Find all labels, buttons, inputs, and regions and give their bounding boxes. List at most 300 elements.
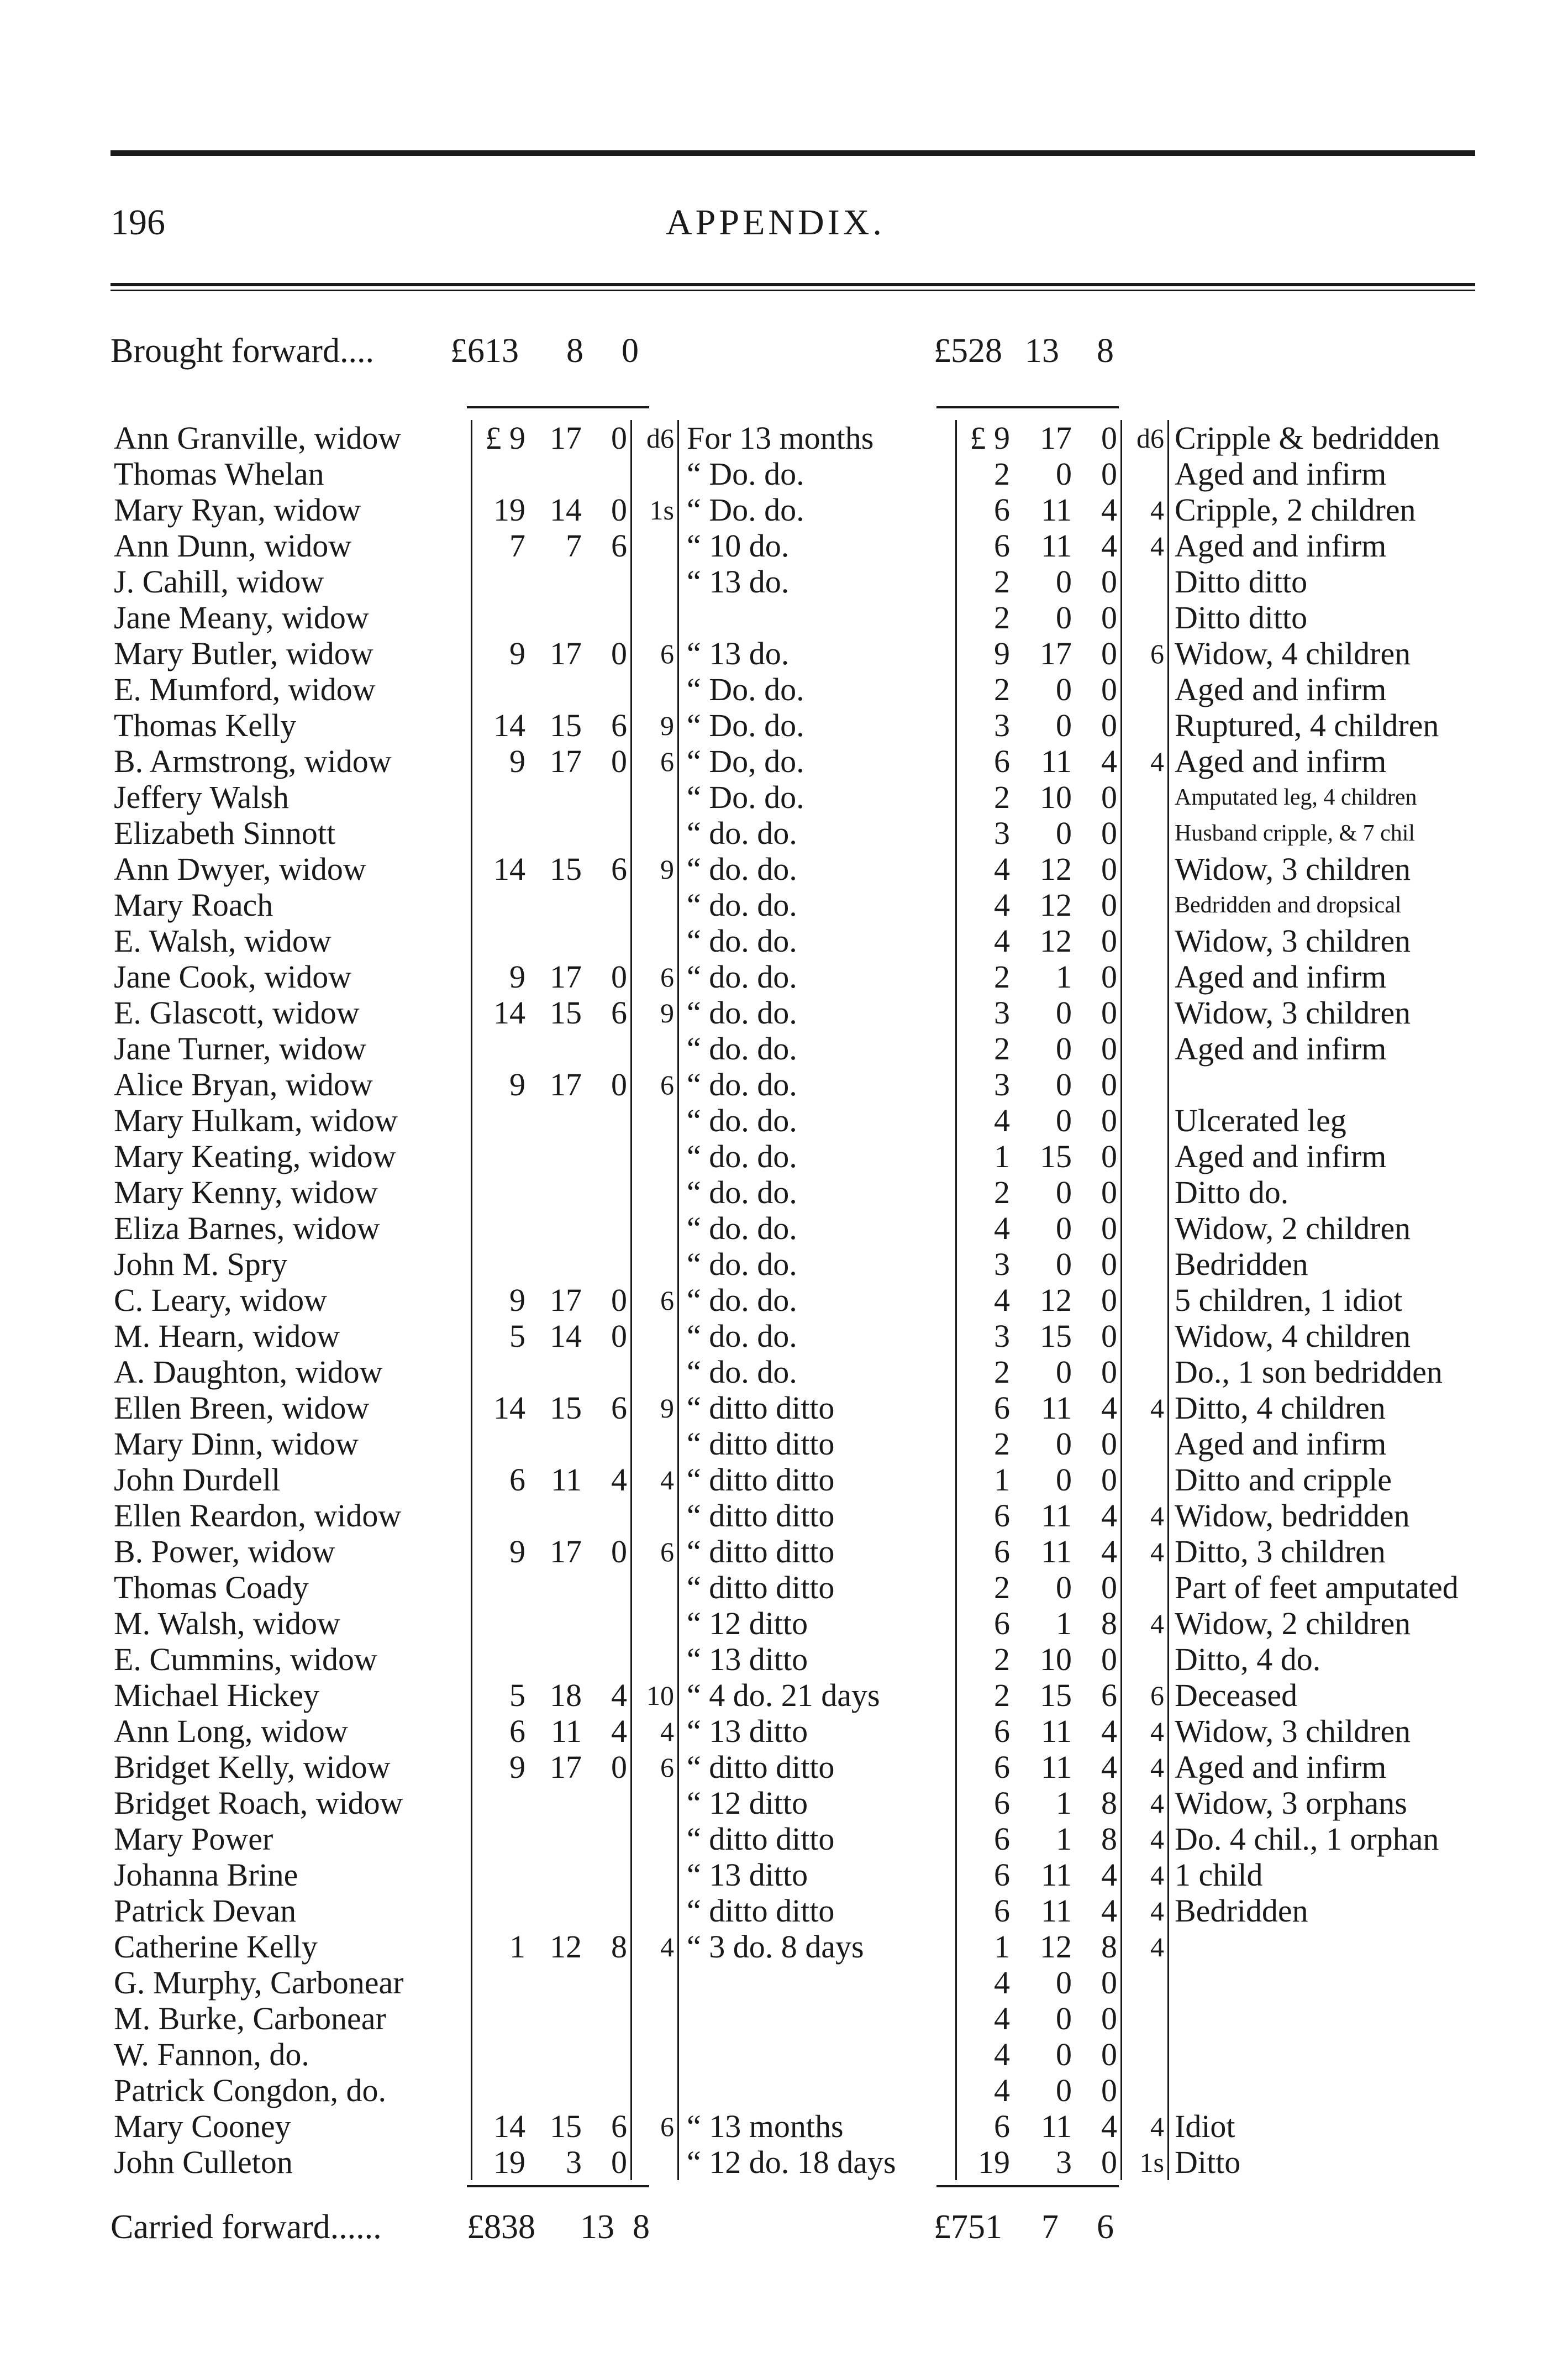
table-row [111,1174,1565,1210]
second-account-pounds: 4 [956,1102,1014,1138]
table-bottom-line-2 [936,2185,1119,2187]
first-account-pounds [472,1498,529,1534]
first-account-shillings [529,1174,585,1210]
condition-note: Aged and infirm [1169,1749,1565,1785]
first-account-pounds [472,1031,529,1067]
first-account-fraction [632,1174,678,1210]
first-account-pounds: 5 [472,1318,529,1354]
second-account-shillings: 1 [1056,1784,1072,1821]
first-account-fraction: 9 [632,707,678,743]
second-account-fraction [1122,887,1169,923]
table-row [111,1641,1565,1677]
relief-period [678,600,956,636]
relief-period: “ do. do. [678,1210,956,1246]
person-name: Mary Butler, widow [114,635,373,671]
brought-forward-col1-pence: 0 [622,332,639,370]
first-account-fraction [632,1641,678,1677]
person-name: Elizabeth Sinnott [114,815,336,851]
second-account-fraction [1122,1138,1169,1174]
relief-period: “ ditto ditto [678,1749,956,1785]
first-account-fraction: 4 [632,1929,678,1965]
first-account-shillings [529,456,585,492]
first-account-pounds: 1 [472,1929,529,1965]
condition-note: Widow, 4 children [1169,636,1565,671]
second-account-fraction: 4 [1122,528,1169,564]
second-account-pence: 0 [1101,2144,1117,2180]
first-account-pence: 0 [611,1533,627,1569]
first-account-shillings [529,1605,585,1641]
condition-note: Widow, 2 children [1169,1210,1565,1246]
first-account-pounds [472,671,529,707]
relief-period: “ do. do. [678,1067,956,1102]
relief-period: “ do. do. [678,959,956,995]
second-account-pence: 0 [1101,419,1117,456]
first-account-shillings [529,1569,585,1605]
first-account-pence: 6 [611,527,627,564]
second-account-pounds: 6 [956,1498,1014,1534]
table-row [111,923,1565,959]
second-account-shillings: 1 [1056,1820,1072,1857]
table-row [111,2036,1565,2072]
second-account-pence: 0 [1101,922,1117,959]
table-row [111,420,1565,456]
second-account-shillings: 0 [1056,1461,1072,1498]
relief-period: “ ditto ditto [678,1426,956,1462]
first-account-pence [585,923,632,959]
second-account-pounds: 2 [956,456,1014,492]
table-row [111,2108,1565,2144]
second-account-shillings: 0 [1056,1353,1072,1390]
person-name: Mary Roach [114,886,273,923]
relief-period: “ do. do. [678,923,956,959]
table-row [111,1857,1565,1893]
first-account-fraction: 1s [632,492,678,528]
second-account-fraction: 4 [1122,1857,1169,1893]
carried-forward-col2-pence: 6 [1097,2208,1114,2246]
first-account-shillings: 18 [550,1677,582,1713]
condition-note: Ditto ditto [1169,564,1565,600]
condition-note: Do., 1 son bedridden [1169,1354,1565,1390]
first-account-pounds: 9 [472,1282,529,1318]
first-account-pence: 6 [611,707,627,743]
table-row [111,1893,1565,1929]
table-row [111,1210,1565,1246]
first-account-fraction [632,1569,678,1605]
first-account-shillings: 17 [550,1749,582,1785]
person-name: Mary Hulkam, widow [114,1102,398,1138]
first-account-shillings [529,1641,585,1677]
relief-period [678,2036,956,2072]
person-name: Thomas Kelly [114,707,297,743]
relief-period: “ Do. do. [678,456,956,492]
first-account-pounds [472,1965,529,2001]
second-account-shillings: 11 [1041,2108,1072,2144]
second-account-fraction [1122,1067,1169,1102]
table-row [111,1246,1565,1282]
second-account-pounds: 4 [956,1965,1014,2001]
first-account-pounds [472,1569,529,1605]
second-account-shillings: 12 [1040,1928,1072,1965]
first-account-shillings [529,1138,585,1174]
first-account-fraction [632,456,678,492]
person-name: Mary Keating, widow [114,1138,396,1174]
person-name: John Culleton [114,2144,293,2180]
condition-note: Aged and infirm [1169,1138,1565,1174]
second-account-pounds: 2 [956,1569,1014,1605]
first-account-pence [585,1569,632,1605]
first-account-pence: 6 [611,851,627,887]
person-name: Mary Ryan, widow [114,491,361,528]
second-account-pounds: 6 [956,2108,1014,2144]
second-account-pounds: 3 [956,995,1014,1031]
first-account-shillings: 17 [550,743,582,779]
second-account-pence: 0 [1101,1569,1117,1605]
first-account-pence: 0 [611,635,627,671]
relief-period: “ Do. do. [678,492,956,528]
condition-note: Aged and infirm [1169,456,1565,492]
second-account-pounds: 3 [956,815,1014,851]
first-account-shillings: 7 [566,527,582,564]
brought-forward-label: Brought forward.... [111,332,374,370]
second-account-pence: 4 [1101,527,1117,564]
table-row [111,1713,1565,1749]
second-account-pounds: 6 [956,1713,1014,1749]
first-account-fraction [632,1498,678,1534]
brought-forward-col2-shillings: 13 [1025,332,1059,370]
second-account-fraction: 4 [1122,1749,1169,1785]
person-name: Patrick Devan [114,1892,297,1929]
first-account-pounds [472,1210,529,1246]
relief-period: “ 13 ditto [678,1857,956,1893]
person-name: John M. Spry [114,1246,288,1282]
first-account-pounds [472,923,529,959]
first-account-fraction: 10 [632,1677,678,1713]
person-name: Patrick Congdon, do. [114,2072,386,2108]
table-row [111,1282,1565,1318]
first-account-shillings [529,1210,585,1246]
first-account-pence: 4 [611,1461,627,1498]
condition-note: Aged and infirm [1169,743,1565,779]
second-account-fraction: 4 [1122,1498,1169,1534]
second-account-pence: 8 [1101,1928,1117,1965]
condition-note: Ditto and cripple [1169,1462,1565,1498]
second-account-fraction [1122,456,1169,492]
second-account-pounds: 4 [956,2072,1014,2108]
first-account-fraction: 6 [632,636,678,671]
running-head: APPENDIX. [666,202,885,243]
second-account-pence: 0 [1101,1138,1117,1174]
table-row [111,1102,1565,1138]
second-account-fraction: 4 [1122,1390,1169,1426]
table-row [111,456,1565,492]
second-account-shillings: 0 [1056,2072,1072,2108]
first-account-pence [585,671,632,707]
first-account-pence: 8 [611,1928,627,1965]
table-row [111,492,1565,528]
table-bottom-line-1 [467,2185,649,2187]
first-account-shillings: 14 [550,1317,582,1354]
first-account-shillings [529,2072,585,2108]
first-account-pounds: 9 [472,636,529,671]
first-account-pounds: 19 [472,492,529,528]
carried-forward-col2-shillings: 7 [1041,2208,1059,2246]
relief-period: “ 13 ditto [678,1713,956,1749]
person-name: W. Fannon, do. [114,2036,309,2072]
condition-note: Part of feet amputated [1169,1569,1565,1605]
table-row [111,1749,1565,1785]
first-account-fraction [632,815,678,851]
first-account-pounds: 19 [472,2144,529,2180]
second-account-fraction: 1s [1122,2144,1169,2180]
first-account-shillings [529,564,585,600]
second-account-shillings: 0 [1056,1174,1072,1210]
second-account-pence: 0 [1101,1461,1117,1498]
brought-forward-col1-shillings: 8 [566,332,583,370]
first-account-fraction [632,2072,678,2108]
condition-note: Widow, 3 children [1169,995,1565,1031]
table-row [111,1426,1565,1462]
first-account-pence [585,1138,632,1174]
second-account-pence: 0 [1101,1210,1117,1246]
first-account-pence: 6 [611,1389,627,1426]
person-name: Ann Granville, widow [114,419,402,456]
relief-period: “ Do. do. [678,779,956,815]
first-account-shillings: 15 [550,851,582,887]
table-row [111,1785,1565,1821]
second-account-pence: 0 [1101,599,1117,636]
condition-note: Aged and infirm [1169,528,1565,564]
second-account-shillings: 0 [1056,2000,1072,2036]
page-number: 196 [111,202,165,243]
table-row [111,1605,1565,1641]
second-account-shillings: 0 [1056,1964,1072,2001]
relief-period: “ 4 do. 21 days [678,1677,956,1713]
person-name: G. Murphy, Carbonear [114,1964,404,2001]
condition-note: Idiot [1169,2108,1565,2144]
table-row [111,851,1565,887]
carried-forward-label: Carried forward...... [111,2208,382,2246]
table-top-line-2 [936,406,1119,408]
first-account-shillings [529,1893,585,1929]
first-account-shillings [529,923,585,959]
second-account-pence: 4 [1101,1749,1117,1785]
condition-note: Bedridden [1169,1246,1565,1282]
second-account-pence: 4 [1101,491,1117,528]
second-account-fraction [1122,1965,1169,2001]
person-name: Ann Dunn, widow [114,527,352,564]
second-account-pence: 4 [1101,1533,1117,1569]
second-account-fraction: 4 [1122,1893,1169,1929]
relief-period: “ ditto ditto [678,1390,956,1426]
relief-period: “ Do. do. [678,671,956,707]
first-account-fraction [632,1210,678,1246]
second-account-pence: 0 [1101,958,1117,995]
first-account-pounds: 6 [472,1713,529,1749]
second-account-shillings: 0 [1056,707,1072,743]
first-account-pence: 4 [611,1713,627,1749]
relief-table-body [111,420,1565,2180]
second-account-fraction: 4 [1122,1534,1169,1569]
first-account-pounds [472,815,529,851]
condition-note: Ditto ditto [1169,600,1565,636]
person-name: Mary Kenny, widow [114,1174,378,1210]
table-row [111,1677,1565,1713]
relief-table [111,420,1503,2180]
table-row [111,600,1565,636]
second-account-fraction [1122,600,1169,636]
first-account-pence: 4 [611,1677,627,1713]
second-account-fraction: 4 [1122,492,1169,528]
first-account-shillings: 17 [550,1066,582,1102]
second-account-shillings: 1 [1056,958,1072,995]
condition-note: Widow, 3 children [1169,851,1565,887]
first-account-pence: 0 [611,2144,627,2180]
second-account-shillings: 11 [1041,1497,1072,1534]
first-account-shillings [529,1031,585,1067]
first-account-shillings: 12 [550,1928,582,1965]
second-account-pounds: 2 [956,1031,1014,1067]
second-account-pence: 0 [1101,779,1117,815]
first-account-pence [585,779,632,815]
second-account-fraction [1122,2001,1169,2036]
condition-note: Aged and infirm [1169,1426,1565,1462]
person-name: Alice Bryan, widow [114,1066,373,1102]
second-account-pounds: 6 [956,743,1014,779]
first-account-fraction: 6 [632,1067,678,1102]
first-account-pounds [472,1426,529,1462]
relief-period: “ 13 do. [678,636,956,671]
first-account-pence [585,1605,632,1641]
second-account-pence: 8 [1101,1820,1117,1857]
second-account-pence: 6 [1101,1677,1117,1713]
second-account-pounds: 6 [956,1821,1014,1857]
first-account-pence [585,887,632,923]
first-account-pounds [472,2036,529,2072]
first-account-shillings: 15 [550,1389,582,1426]
second-account-fraction [1122,2036,1169,2072]
second-account-fraction [1122,1641,1169,1677]
relief-period: “ do. do. [678,1102,956,1138]
second-account-pence: 0 [1101,1066,1117,1102]
relief-period: “ ditto ditto [678,1462,956,1498]
brought-forward-col1-pounds: £613 [450,332,519,370]
second-account-pence: 0 [1101,1641,1117,1677]
first-account-fraction [632,1354,678,1390]
relief-period: “ 12 ditto [678,1785,956,1821]
first-account-pounds [472,1641,529,1677]
first-account-pence [585,1174,632,1210]
relief-period: “ 3 do. 8 days [678,1929,956,1965]
first-account-pounds [472,2072,529,2108]
second-account-pence: 0 [1101,1174,1117,1210]
person-name: Ann Long, widow [114,1713,348,1749]
second-account-pence: 4 [1101,1856,1117,1893]
second-account-shillings: 3 [1056,2144,1072,2180]
first-account-shillings [529,779,585,815]
first-account-shillings [529,1498,585,1534]
second-account-pounds: 9 [956,636,1014,671]
second-account-pounds: 2 [956,671,1014,707]
second-account-shillings: 11 [1041,1713,1072,1749]
header-rule [111,283,1475,286]
relief-period: “ 13 months [678,2108,956,2144]
first-account-pounds [472,1893,529,1929]
table-row [111,671,1565,707]
relief-period: “ do. do. [678,1246,956,1282]
relief-period [678,2001,956,2036]
second-account-pounds: 1 [956,1929,1014,1965]
second-account-shillings: 0 [1056,1569,1072,1605]
brought-forward-col2-pence: 8 [1097,332,1114,370]
second-account-shillings: 15 [1040,1677,1072,1713]
second-account-pounds: 1 [956,1138,1014,1174]
second-account-pounds: 6 [956,1390,1014,1426]
second-account-fraction [1122,1426,1169,1462]
table-row [111,1031,1565,1067]
condition-note: Ulcerated leg [1169,1102,1565,1138]
second-account-pounds: 2 [956,959,1014,995]
first-account-pence [585,1821,632,1857]
first-account-shillings [529,1965,585,2001]
first-account-shillings: 11 [551,1461,582,1498]
second-account-fraction [1122,923,1169,959]
first-account-shillings [529,1785,585,1821]
first-account-pence [585,600,632,636]
second-account-pence: 4 [1101,1892,1117,1929]
second-account-fraction [1122,959,1169,995]
second-account-fraction: 4 [1122,1785,1169,1821]
second-account-pounds: 19 [956,2144,1014,2180]
first-account-shillings [529,1102,585,1138]
first-account-shillings [529,2036,585,2072]
first-account-shillings [529,1857,585,1893]
second-account-pence: 0 [1101,851,1117,887]
first-account-fraction: 4 [632,1713,678,1749]
first-account-shillings [529,815,585,851]
table-row [111,1390,1565,1426]
first-account-pounds [472,1102,529,1138]
second-account-shillings: 11 [1041,491,1072,528]
second-account-shillings: 10 [1040,779,1072,815]
table-row [111,1821,1565,1857]
relief-period: “ do. do. [678,815,956,851]
second-account-fraction [1122,1569,1169,1605]
first-account-shillings: 15 [550,994,582,1031]
first-account-shillings [529,1354,585,1390]
second-account-pence: 0 [1101,886,1117,923]
second-account-pounds: 6 [956,492,1014,528]
person-name: A. Daughton, widow [114,1353,383,1390]
second-account-pence: 4 [1101,743,1117,779]
second-account-pounds: 4 [956,2001,1014,2036]
first-account-shillings [529,671,585,707]
first-account-pence [585,1965,632,2001]
first-account-fraction [632,1821,678,1857]
table-row [111,528,1565,564]
first-account-shillings [529,1821,585,1857]
first-account-pence [585,2072,632,2108]
person-name: M. Burke, Carbonear [114,2000,386,2036]
second-account-shillings: 11 [1041,527,1072,564]
second-account-shillings: 11 [1041,1856,1072,1893]
second-account-shillings: 0 [1056,1030,1072,1067]
condition-note: Widow, bedridden [1169,1498,1565,1534]
first-account-shillings: 14 [550,491,582,528]
first-account-fraction: 6 [632,2108,678,2144]
second-account-pounds: 3 [956,1246,1014,1282]
second-account-pence: 0 [1101,994,1117,1031]
second-account-fraction [1122,995,1169,1031]
